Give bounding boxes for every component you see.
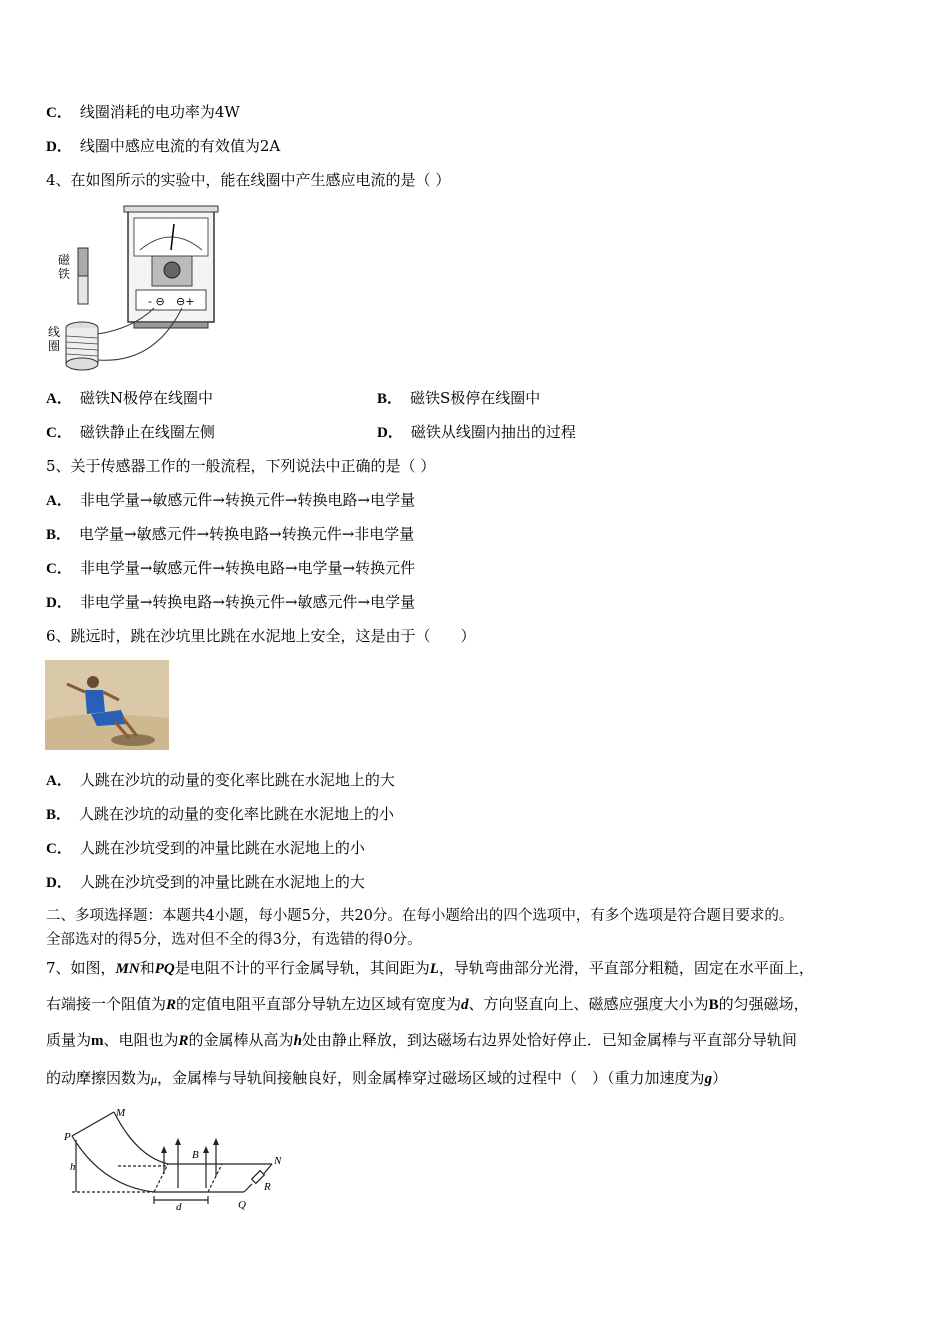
option-text: 磁铁N极停在线圈中	[79, 389, 213, 407]
q4-stem: 4、在如图所示的实验中，能在线圈中产生感应电流的是（ ）	[46, 171, 451, 189]
option-text: 非电学量→敏感元件→转换元件→转换电路→电学量	[79, 491, 416, 509]
option-text: 人跳在沙坑受到的冲量比跳在水泥地上的小	[79, 839, 365, 857]
q3-option-d	[46, 136, 280, 157]
q7-stem-line4	[46, 1068, 727, 1089]
label-m: M	[116, 1107, 126, 1119]
label-b: B	[192, 1149, 199, 1161]
label-h: h	[70, 1161, 76, 1173]
symbol-r: R	[178, 1033, 189, 1049]
q4-figure-galvanometer-coil	[44, 204, 234, 374]
option-label: C．	[46, 841, 72, 857]
option-text: 人跳在沙坑受到的冲量比跳在水泥地上的大	[79, 873, 365, 891]
option-label: D．	[46, 875, 72, 891]
text-run: 的定值电阻平直部分导轨左边区域有宽度为	[176, 995, 462, 1013]
coil-label: 线圈	[48, 325, 61, 353]
q6-option-b	[46, 804, 394, 825]
symbol-h: h	[293, 1033, 302, 1049]
label-r: R	[264, 1181, 271, 1193]
option-text: 磁铁S极停在线圈中	[410, 389, 541, 407]
section2-instructions-line2: 全部选对的得5分，选对但不全的得3分，有选错的得0分。	[46, 932, 422, 948]
option-label: A．	[46, 391, 72, 407]
text-run: 右端接一个阻值为	[46, 995, 167, 1013]
q4-option-d	[377, 422, 576, 443]
label-d: d	[176, 1201, 182, 1213]
option-label: A．	[46, 493, 72, 509]
option-label: C．	[46, 105, 72, 121]
q4-option-a	[46, 388, 213, 409]
magnet-label: 磁铁	[58, 253, 71, 281]
option-label: C．	[46, 561, 72, 577]
text-run: 质量为	[46, 1031, 92, 1049]
symbol-r: R	[166, 997, 177, 1013]
q6-option-d	[46, 872, 365, 893]
q7-stem-line3	[46, 1030, 797, 1051]
option-text: 线圈中感应电流的有效值为2A	[79, 137, 281, 155]
option-label: B．	[46, 527, 72, 543]
text-run: ）	[712, 1069, 728, 1087]
option-text: 磁铁静止在线圈左侧	[79, 423, 215, 441]
q4-option-b	[377, 388, 540, 409]
label-n: N	[274, 1155, 282, 1167]
section2-instructions-line1: 二、多项选择题：本题共4小题，每小题5分，共20分。在每小题给出的四个选项中，有多个选项是符合题目要求的。	[46, 908, 794, 924]
option-label: C．	[46, 425, 72, 441]
q5-option-c	[46, 558, 415, 579]
q6-option-c	[46, 838, 365, 859]
label-q: Q	[238, 1199, 246, 1211]
q7-stem-line2	[46, 994, 809, 1015]
q7-stem-line1	[46, 958, 814, 979]
option-label: D．	[46, 139, 72, 155]
q3-option-c	[46, 102, 240, 123]
text-run: 的匀强磁场，	[718, 995, 809, 1013]
label-p: P	[64, 1131, 71, 1143]
text-run: 、方向竖直向上、磁感应强度大小为	[468, 995, 709, 1013]
symbol-m: m	[91, 1033, 104, 1049]
symbol-b: B	[708, 997, 719, 1013]
q5-stem: 5、关于传感器工作的一般流程，下列说法中正确的是（ ）	[46, 457, 436, 475]
q6-option-a	[46, 770, 395, 791]
symbol-mn: MN	[115, 961, 140, 977]
q7-figure-rails-magnetic-field	[58, 1106, 288, 1214]
galvanometer-diagram	[44, 204, 234, 374]
option-text: 电学量→敏感元件→转换电路→转换元件→非电学量	[79, 525, 415, 543]
symbol-pq: PQ	[154, 961, 175, 977]
q5-option-a	[46, 490, 415, 511]
text-run: 、电阻也为	[103, 1031, 179, 1049]
option-label: B．	[46, 807, 72, 823]
option-text: 人跳在沙坑的动量的变化率比跳在水泥地上的小	[79, 805, 395, 823]
symbol-mu: μ	[151, 1072, 158, 1086]
option-text: 人跳在沙坑的动量的变化率比跳在水泥地上的大	[79, 771, 395, 789]
text-run: 7、如图，	[46, 959, 116, 977]
text-run: ，导轨弯曲部分光滑，平直部分粗糙，固定在水平面上，	[438, 959, 814, 977]
meter-plus-label: ⊖+	[176, 295, 195, 308]
option-label: D．	[46, 595, 72, 611]
option-label: A．	[46, 773, 72, 789]
symbol-g: g	[704, 1071, 713, 1087]
symbol-d: d	[461, 997, 469, 1013]
q6-stem: 6、跳远时，跳在沙坑里比跳在水泥地上安全，这是由于（ ）	[46, 627, 476, 645]
rails-diagram	[58, 1106, 288, 1214]
text-run: 的金属棒从高为	[188, 1031, 294, 1049]
option-text: 线圈消耗的电功率为4W	[79, 103, 240, 121]
symbol-l: L	[429, 961, 439, 977]
option-text: 非电学量→敏感元件→转换电路→电学量→转换元件	[79, 559, 416, 577]
q4-option-c	[46, 422, 215, 443]
q6-figure-long-jump-photo	[45, 660, 169, 750]
text-run: 和	[139, 959, 155, 977]
option-label: B．	[377, 391, 403, 407]
text-run: 的动摩擦因数为	[46, 1069, 152, 1087]
q5-option-b	[46, 524, 414, 545]
long-jump-image	[45, 660, 169, 750]
option-text: 磁铁从线圈内抽出的过程	[410, 423, 576, 441]
meter-minus-label: - ⊖	[148, 295, 165, 308]
option-label: D．	[377, 425, 403, 441]
text-run: 处由静止释放，到达磁场右边界处恰好停止．已知金属棒与平直部分导轨间	[301, 1031, 797, 1049]
text-run: 是电阻不计的平行金属导轨，其间距为	[174, 959, 430, 977]
option-text: 非电学量→转换电路→转换元件→敏感元件→电学量	[79, 593, 416, 611]
q5-option-d	[46, 592, 415, 613]
text-run: ，金属棒与导轨间接触良好，则金属棒穿过磁场区域的过程中（ ）（重力加速度为	[157, 1069, 705, 1087]
